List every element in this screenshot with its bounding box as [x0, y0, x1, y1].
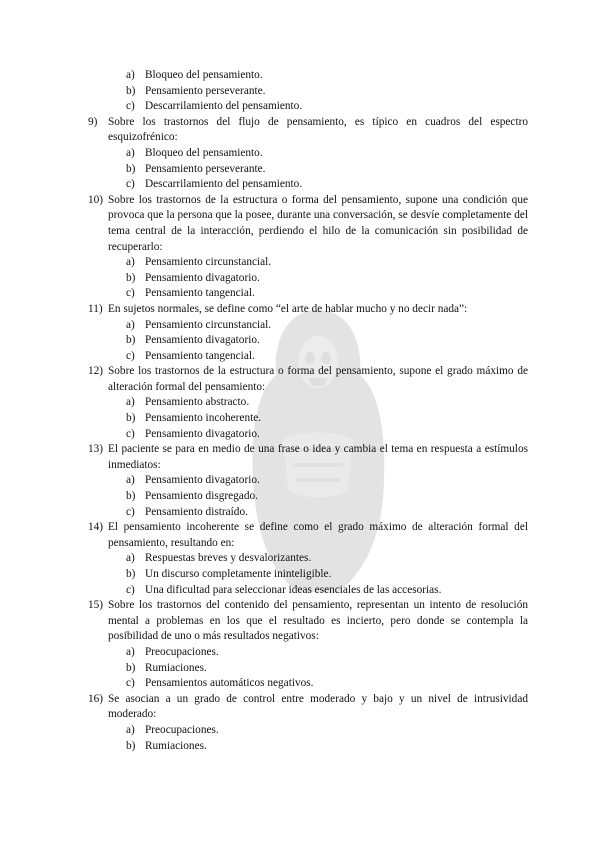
answer-option — [88, 349, 528, 365]
answer-option — [88, 427, 528, 443]
question-stem — [88, 364, 528, 395]
option-text: Pensamiento tangencial. — [145, 349, 255, 362]
option-text: Descarrilamiento del pensamiento. — [145, 100, 303, 113]
question-text: Sobre los trastornos de la estructura o forma del pensamiento, supone el grado máximo de alteración formal del pensamiento: — [108, 365, 528, 393]
question-number: 12) — [88, 365, 104, 378]
option-list — [88, 146, 528, 193]
option-letter: a) — [126, 318, 135, 331]
question-item — [88, 520, 528, 598]
answer-option — [88, 99, 528, 115]
option-letter: b) — [126, 568, 136, 580]
option-list — [88, 551, 528, 598]
option-list — [88, 318, 528, 365]
option-letter: b) — [126, 661, 136, 674]
question-item — [88, 692, 528, 754]
option-text: Pensamientos automáticos negativos. — [145, 677, 314, 690]
option-letter: b) — [126, 84, 136, 97]
option-letter: b) — [126, 162, 136, 175]
question-text: El paciente se para en medio de una frase o idea y cambia el tema en respuesta a estímulos inmediatos: — [108, 443, 528, 471]
question-item — [88, 442, 528, 520]
option-letter: b) — [126, 490, 136, 503]
option-text: Rumiaciones. — [145, 739, 207, 752]
question-text: El pensamiento incoherente se define como el grado máximo de alteración formal del pensamiento, resultando en: — [108, 521, 528, 549]
option-text: Un discurso completamente ininteligible. — [145, 568, 332, 580]
question-stem — [88, 193, 528, 255]
option-text: Pensamiento divagatorio. — [145, 427, 260, 440]
option-letter: c) — [126, 505, 135, 518]
option-letter: b) — [126, 739, 136, 752]
option-text: Pensamiento divagatorio. — [145, 474, 260, 487]
option-list — [88, 645, 528, 692]
option-text: Preocupaciones. — [145, 723, 219, 736]
option-letter: a) — [126, 256, 135, 269]
question-stem — [88, 692, 528, 723]
answer-option — [88, 84, 528, 100]
answer-option — [88, 271, 528, 287]
question-number: 13) — [88, 443, 104, 456]
answer-option — [88, 567, 528, 583]
option-list — [88, 723, 528, 754]
question-stem — [88, 520, 528, 551]
option-letter: a) — [126, 69, 135, 81]
option-letter: c) — [126, 287, 135, 300]
question-number: 11) — [88, 302, 103, 315]
option-text: Descarrilamiento del pensamiento. — [145, 178, 303, 191]
answer-option — [88, 739, 528, 755]
option-letter: c) — [126, 677, 135, 690]
answer-option — [88, 645, 528, 661]
option-letter: b) — [126, 412, 136, 425]
option-letter: a) — [126, 723, 135, 736]
option-text: Pensamiento disgregado. — [145, 490, 258, 503]
option-text: Pensamiento perseverante. — [145, 162, 266, 175]
option-list — [88, 473, 528, 520]
previous-question-options — [88, 68, 528, 115]
option-letter: a) — [126, 396, 135, 409]
option-text: Bloqueo del pensamiento. — [145, 69, 263, 81]
option-text: Pensamiento circunstancial. — [145, 318, 272, 331]
answer-option — [88, 505, 528, 521]
option-letter: a) — [126, 552, 135, 565]
option-list — [88, 395, 528, 442]
option-text: Pensamiento circunstancial. — [145, 256, 272, 269]
question-number: 15) — [88, 599, 104, 612]
answer-option — [88, 661, 528, 677]
question-item — [88, 193, 528, 302]
option-letter: c) — [126, 583, 135, 596]
answer-option — [88, 473, 528, 489]
answer-option — [88, 286, 528, 302]
option-letter: b) — [126, 334, 136, 347]
question-text: Sobre los trastornos del flujo de pensamiento, es típico en cuadros del espectro esquizofrénico: — [108, 115, 528, 144]
option-text: Rumiaciones. — [145, 661, 207, 674]
question-text: En sujetos normales, se define como “el arte de hablar mucho y no decir nada”: — [108, 302, 468, 315]
option-letter: c) — [126, 100, 135, 113]
question-list — [88, 115, 528, 754]
option-letter: b) — [126, 271, 136, 284]
option-text: Pensamiento incoherente. — [145, 412, 262, 425]
question-stem — [88, 442, 528, 473]
option-text: Pensamiento divagatorio. — [145, 271, 260, 284]
option-text: Pensamiento tangencial. — [145, 287, 255, 300]
answer-option — [88, 551, 528, 567]
answer-option — [88, 395, 528, 411]
answer-option — [88, 146, 528, 162]
answer-option — [88, 333, 528, 349]
option-letter: a) — [126, 474, 135, 487]
answer-option — [88, 489, 528, 505]
answer-option — [88, 411, 528, 427]
question-text: Sobre los trastornos de la estructura o forma del pensamiento, supone una condición que provoca que la persona que la posee, durante una conversación, se desvíe completamente del tema central de la interacción, perdiendo el hilo de la comunicación sin posibilidad de recuperarlo: — [108, 193, 528, 253]
question-stem — [88, 115, 528, 146]
question-stem — [88, 598, 528, 645]
option-letter: c) — [126, 178, 135, 191]
question-item — [88, 302, 528, 364]
option-letter: c) — [126, 427, 135, 440]
option-list — [88, 255, 528, 302]
answer-option — [88, 318, 528, 334]
question-item — [88, 115, 528, 193]
question-number: 9) — [88, 115, 98, 128]
answer-option — [88, 723, 528, 739]
option-text: Pensamiento perseverante. — [145, 84, 266, 97]
answer-option — [88, 162, 528, 178]
option-text: Pensamiento distraído. — [145, 505, 248, 518]
option-letter: c) — [126, 349, 135, 362]
option-text: Pensamiento abstracto. — [145, 396, 250, 409]
answer-option — [88, 177, 528, 193]
option-text: Respuestas breves y desvalorizantes. — [145, 552, 312, 565]
option-letter: a) — [126, 146, 135, 159]
question-stem — [88, 302, 528, 318]
option-letter: a) — [126, 645, 135, 658]
question-text: Sobre los trastornos del contenido del pensamiento, representan un intento de resolución mental a problemas en los que el resultado es incierto, pero donde se contempla la posibilidad de uno o más resultados negativos: — [108, 599, 528, 643]
answer-option — [88, 255, 528, 271]
question-number: 14) — [88, 521, 104, 534]
option-text: Una dificultad para seleccionar ideas esenciales de las accesorias. — [145, 583, 442, 596]
option-text: Preocupaciones. — [145, 645, 219, 658]
question-item — [88, 364, 528, 442]
option-text: Pensamiento divagatorio. — [145, 334, 260, 347]
question-text: Se asocian a un grado de control entre moderado y bajo y un nivel de intrusividad moderado: — [108, 692, 528, 721]
answer-option — [88, 68, 528, 84]
option-text: Bloqueo del pensamiento. — [145, 146, 263, 159]
question-number: 16) — [88, 692, 104, 705]
answer-option — [88, 583, 528, 599]
question-number: 10) — [88, 193, 104, 206]
answer-option — [88, 676, 528, 692]
question-item — [88, 598, 528, 692]
document-page — [88, 68, 528, 754]
